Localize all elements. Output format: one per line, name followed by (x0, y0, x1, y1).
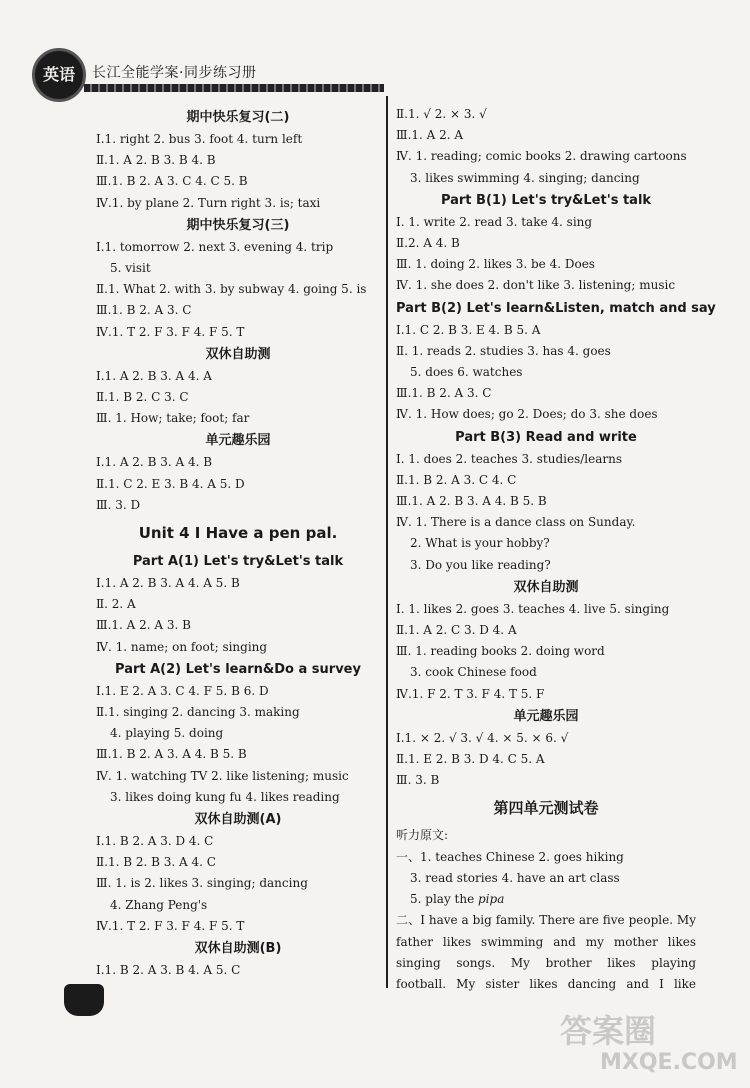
answer-line: 听力原文: (396, 828, 449, 843)
answer-line: Ⅱ.1. E 2. B 3. D 4. C 5. A (396, 752, 545, 767)
answer-line: Ⅲ. 1. doing 2. likes 3. be 4. Does (396, 257, 595, 272)
answer-line: 3. read stories 4. have an art class (410, 870, 620, 885)
transcript-line: 二、I have a big family. There are five people. My (396, 913, 696, 928)
answer-line: Ⅰ.1. × 2. √ 3. √ 4. × 5. × 6. √ (396, 730, 569, 745)
answer-line: Ⅱ.1. √ 2. × 3. √ (396, 107, 487, 121)
answer-line: Ⅲ.1. A 2. B 3. A 4. B 5. B (396, 494, 547, 509)
answer-line: Ⅰ.1. A 2. B 3. A 4. A 5. B (96, 576, 240, 591)
section-heading: 单元趣乐园 (205, 433, 271, 449)
column-divider (386, 96, 388, 988)
answer-line: Ⅰ.1. A 2. B 3. A 4. A (96, 368, 212, 383)
answer-line: 2. What is your hobby? (410, 536, 550, 551)
answer-line: Ⅲ.1. A 2. A (396, 128, 464, 143)
answer-line: Ⅳ. 1. watching TV 2. like listening; music (96, 768, 349, 783)
section-heading: Part B(3) Read and write (455, 429, 637, 445)
answer-line: Ⅳ. 1. reading; comic books 2. drawing cartoons (396, 149, 687, 164)
answer-line: Ⅳ. 1. How does; go 2. Does; do 3. she does (396, 407, 658, 422)
answer-line: Ⅰ.1. C 2. B 3. E 4. B 5. A (396, 322, 541, 337)
answer-line: Ⅲ. 3. D (96, 497, 141, 512)
section-heading: Part A(1) Let's try&Let's talk (132, 554, 344, 570)
page-header (28, 48, 388, 108)
answer-line: Ⅰ.1. right 2. bus 3. foot 4. turn left (96, 132, 303, 146)
answer-line: Ⅲ.1. B 2. A 3. C 4. C 5. B (96, 174, 248, 189)
header-decorative-bar (84, 84, 384, 92)
answer-line: Ⅲ.1. A 2. A 3. B (96, 618, 191, 633)
subject-badge: 英语 (32, 48, 86, 102)
answer-line: Ⅲ. 1. is 2. likes 3. singing; dancing (96, 876, 308, 891)
answer-line: Ⅱ.1. A 2. B 3. B 4. B (96, 153, 216, 168)
answer-line: Ⅰ.1. A 2. B 3. A 4. B (96, 455, 213, 470)
answer-line: Ⅲ. 3. B (396, 773, 440, 788)
answer-line: 4. Zhang Peng's (110, 897, 208, 912)
answer-line: Ⅳ. 1. There is a dance class on Sunday. (396, 515, 636, 530)
answer-line: 5. does 6. watches (410, 365, 523, 380)
section-heading: 双休自助测 (513, 579, 579, 595)
answer-line: Ⅱ.1. What 2. with 3. by subway 4. going 5. is (96, 282, 367, 297)
answer-line: Ⅳ. 1. she does 2. don't like 3. listening; music (396, 278, 676, 293)
section-heading: Part B(1) Let's try&Let's talk (440, 192, 652, 208)
transcript-line: football. My sister likes dancing and I like (396, 976, 696, 991)
section-heading: 单元趣乐园 (513, 708, 579, 724)
section-heading: 第四单元测试卷 (493, 799, 599, 818)
section-heading: 双休自助测 (205, 346, 271, 362)
answer-line: Ⅲ. 1. How; take; foot; far (96, 411, 250, 426)
answer-line: Ⅱ.1. B 2. C 3. C (96, 390, 189, 405)
answer-line (396, 889, 696, 910)
answer-line: Ⅰ.1. B 2. A 3. D 4. C (96, 834, 214, 849)
transcript-line: singing songs. My brother likes playing (396, 955, 696, 970)
answer-line: Ⅰ.1. tomorrow 2. next 3. evening 4. trip (96, 239, 334, 254)
answer-line: Ⅱ. 1. reads 2. studies 3. has 4. goes (396, 343, 611, 358)
answer-line: Ⅱ.1. singing 2. dancing 3. making (96, 705, 300, 720)
section-heading: Part A(2) Let's learn&Do a survey (115, 661, 361, 677)
section-heading: 双休自助测(A) (194, 812, 282, 828)
answer-line: Ⅳ. 1. name; on foot; singing (96, 639, 268, 654)
answer-line: Ⅱ.1. A 2. C 3. D 4. A (396, 623, 517, 638)
answer-text: 5. play the (410, 892, 478, 907)
answer-line: 5. visit (110, 261, 151, 276)
answer-line: 3. Do you like reading? (410, 557, 551, 572)
left-column (96, 106, 380, 981)
answer-line: 3. likes doing kung fu 4. likes reading (110, 789, 340, 804)
section-heading: 期中快乐复习(二) (186, 110, 290, 125)
answer-line: Ⅱ.2. A 4. B (396, 236, 460, 251)
transcript-line: father likes swimming and my mother likes (396, 934, 696, 949)
page-corner-ornament (64, 984, 104, 1016)
answer-line: Ⅰ.1. E 2. A 3. C 4. F 5. B 6. D (96, 683, 269, 698)
answer-line: Ⅲ. 1. reading books 2. doing word (396, 644, 605, 659)
answer-line: Ⅰ. 1. write 2. read 3. take 4. sing (396, 214, 593, 229)
answer-line: Ⅳ.1. F 2. T 3. F 4. T 5. F (396, 686, 545, 701)
answer-line: 3. cook Chinese food (410, 665, 537, 680)
answer-line: Ⅱ.1. B 2. A 3. C 4. C (396, 472, 517, 487)
answer-italic-word: pipa (478, 892, 505, 907)
right-column (396, 104, 716, 995)
watermark-logo: 答案圈 (560, 1012, 657, 1050)
section-heading: Part B(2) Let's learn&Listen, match and say (396, 300, 716, 316)
answer-line: Ⅲ.1. B 2. A 3. C (396, 386, 492, 401)
section-heading: 双休自助测(B) (194, 941, 282, 957)
answer-line: Ⅳ.1. by plane 2. Turn right 3. is; taxi (96, 195, 321, 210)
answer-line: Ⅰ.1. B 2. A 3. B 4. A 5. C (96, 963, 241, 978)
answer-line: Ⅱ.1. C 2. E 3. B 4. A 5. D (96, 476, 245, 491)
answer-line: Ⅲ.1. B 2. A 3. C (96, 303, 192, 318)
book-title: 长江全能学案·同步练习册 (92, 65, 257, 81)
answer-line: Ⅳ.1. T 2. F 3. F 4. F 5. T (96, 918, 245, 933)
answer-line: 3. likes swimming 4. singing; dancing (410, 170, 640, 185)
answer-line: 一、1. teaches Chinese 2. goes hiking (396, 849, 624, 864)
watermark-url: MXQE.COM (600, 1050, 738, 1075)
answer-line: 4. playing 5. doing (110, 726, 224, 741)
answer-line: Ⅲ.1. B 2. A 3. A 4. B 5. B (96, 747, 247, 762)
section-heading: 期中快乐复习(三) (186, 217, 290, 233)
answer-line: Ⅱ. 2. A (96, 597, 136, 612)
answer-line: Ⅰ. 1. does 2. teaches 3. studies/learns (396, 451, 622, 466)
section-heading: Unit 4 I Have a pen pal. (138, 524, 338, 543)
answer-line: Ⅰ. 1. likes 2. goes 3. teaches 4. live 5. singing (396, 601, 670, 616)
answer-line: Ⅱ.1. B 2. B 3. A 4. C (96, 855, 216, 870)
answer-line: Ⅳ.1. T 2. F 3. F 4. F 5. T (96, 324, 245, 339)
